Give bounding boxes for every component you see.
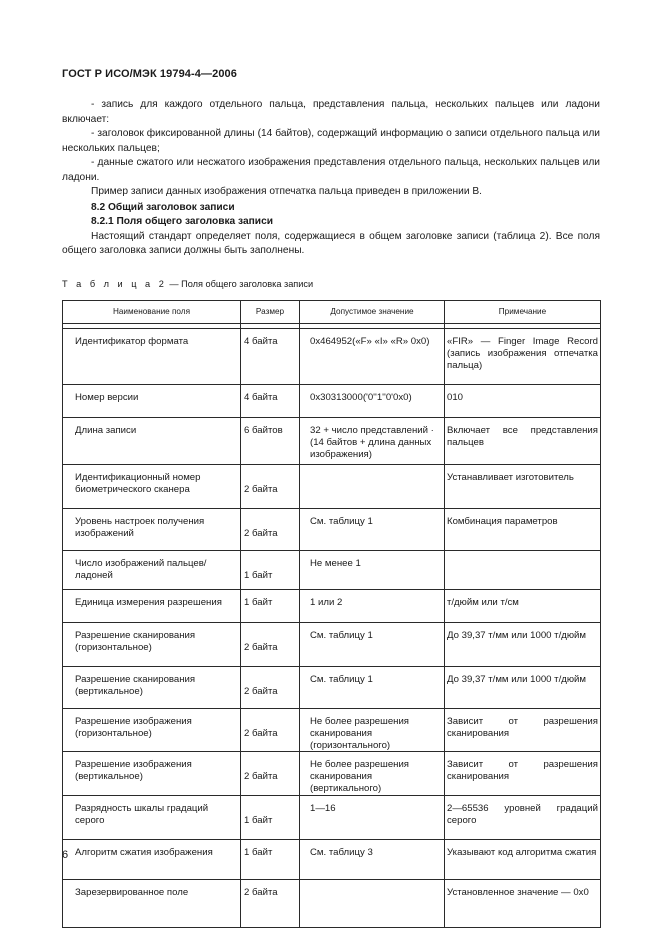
field-note-cell bbox=[445, 509, 601, 551]
table-row bbox=[63, 709, 601, 752]
field-size-cell-text: 1 байт bbox=[244, 814, 273, 826]
field-value-cell bbox=[300, 623, 445, 667]
field-note-cell bbox=[445, 418, 601, 465]
fields-table bbox=[62, 300, 601, 928]
field-note-cell-text: До 39,37 т/мм или 1000 т/дюйм bbox=[447, 674, 586, 685]
paragraph: Пример записи данных изображения отпечатка пальца приведен в приложении B. bbox=[91, 186, 482, 197]
field-size-cell-text: 1 байт bbox=[244, 597, 273, 608]
column-header-value: Допустимое значение bbox=[300, 301, 445, 324]
field-name-cell-text: Разрядность шкалы градаций серого bbox=[75, 802, 209, 826]
field-size-cell-text: 2 байта bbox=[244, 642, 278, 653]
field-name-cell-text: Уровень настроек получения изображений bbox=[75, 516, 205, 539]
field-note-cell-text: Комбинация параметров bbox=[447, 516, 558, 527]
table-row bbox=[63, 795, 601, 839]
field-size-cell bbox=[241, 879, 300, 927]
field-value-cell bbox=[300, 590, 445, 623]
table-row bbox=[63, 509, 601, 551]
paragraph: - данные сжатого или несжатого изображения представления отдельного пальца, нескольких пальцев или ладони. bbox=[62, 157, 600, 183]
field-size-cell bbox=[241, 509, 300, 551]
field-value-cell-text: 1 или 2 bbox=[310, 597, 343, 608]
paragraph: Настоящий стандарт определяет поля, содержащиеся в общем заголовке записи (таблица 2). Все поля общего заголовка записи должны быть заполнены. bbox=[62, 230, 600, 256]
field-name-cell bbox=[63, 795, 241, 839]
field-note-cell bbox=[445, 709, 601, 752]
field-size-cell-text: 2 байта bbox=[244, 728, 278, 739]
field-value-cell bbox=[300, 795, 445, 839]
field-name-cell-text: Число изображений пальцев/ладоней bbox=[75, 558, 207, 581]
field-name-cell bbox=[63, 879, 241, 927]
field-note-cell bbox=[445, 385, 601, 418]
table-row bbox=[63, 465, 601, 509]
field-value-cell-text: 0x464952(«F» «I» «R» 0x0) bbox=[310, 336, 430, 347]
field-size-cell bbox=[241, 385, 300, 418]
table-row bbox=[63, 752, 601, 795]
field-name-cell bbox=[63, 551, 241, 590]
field-note-cell bbox=[445, 590, 601, 623]
field-value-cell-text: Не более разрешения сканирования (горизонтального) bbox=[310, 716, 410, 751]
column-header-size: Размер bbox=[241, 301, 300, 324]
field-note-cell bbox=[445, 667, 601, 709]
body-text bbox=[62, 98, 600, 259]
field-name-cell bbox=[63, 839, 241, 879]
field-note-cell-text: 2—65536 уровней градаций серого bbox=[447, 802, 598, 826]
subsection-heading: 8.2.1 Поля общего заголовка записи bbox=[91, 216, 273, 227]
field-size-cell-text: 1 байт bbox=[244, 846, 273, 858]
table-row bbox=[63, 623, 601, 667]
field-note-cell bbox=[445, 329, 601, 385]
table-row bbox=[63, 839, 601, 879]
table-caption-label: Т а б л и ц а 2 bbox=[62, 279, 167, 289]
field-value-cell bbox=[300, 551, 445, 590]
field-value-cell-text: 32 + число представлений · (14 байтов + длина данных изображения) bbox=[310, 425, 434, 460]
field-note-cell-text: До 39,37 т/мм или 1000 т/дюйм bbox=[447, 630, 586, 641]
field-note-cell bbox=[445, 623, 601, 667]
field-name-cell-text: Разрешение изображения (вертикальное) bbox=[75, 759, 192, 783]
field-size-cell-text: 6 байтов bbox=[244, 425, 283, 436]
field-size-cell-text: 2 байта bbox=[244, 771, 278, 783]
field-name-cell-text: Длина записи bbox=[75, 425, 137, 436]
field-value-cell bbox=[300, 752, 445, 795]
field-size-cell bbox=[241, 667, 300, 709]
field-note-cell-text: Указывают код алгоритма сжатия bbox=[447, 846, 597, 858]
field-name-cell-text: Номер версии bbox=[75, 392, 139, 403]
field-name-cell bbox=[63, 465, 241, 509]
table-row bbox=[63, 329, 601, 385]
field-size-cell-text: 4 байта bbox=[244, 392, 278, 403]
page-number: 6 bbox=[62, 849, 69, 861]
table-row bbox=[63, 879, 601, 927]
field-value-cell-text: См. таблицу 3 bbox=[310, 846, 373, 858]
field-value-cell-text: См. таблицу 1 bbox=[310, 674, 373, 685]
field-name-cell bbox=[63, 590, 241, 623]
field-value-cell-text: См. таблицу 1 bbox=[310, 630, 373, 641]
field-name-cell bbox=[63, 667, 241, 709]
field-size-cell bbox=[241, 329, 300, 385]
field-size-cell bbox=[241, 465, 300, 509]
field-note-cell bbox=[445, 839, 601, 879]
paragraph: - заголовок фиксированной длины (14 байтов), содержащий информацию о записи отдельного пальца или нескольких пальцев; bbox=[62, 128, 600, 154]
field-value-cell-text: Не менее 1 bbox=[310, 558, 361, 569]
column-header-name: Наименование поля bbox=[63, 301, 241, 324]
field-name-cell bbox=[63, 752, 241, 795]
field-value-cell-text: См. таблицу 1 bbox=[310, 516, 373, 527]
field-name-cell bbox=[63, 709, 241, 752]
field-size-cell-text: 1 байт bbox=[244, 570, 273, 581]
field-note-cell-text: Зависит от разрешения сканирования bbox=[447, 759, 598, 783]
field-name-cell-text: Зарезервированное поле bbox=[75, 886, 189, 898]
field-size-cell-text: 2 байта bbox=[244, 886, 278, 898]
field-value-cell bbox=[300, 879, 445, 927]
field-value-cell-text: 1—16 bbox=[310, 802, 336, 814]
field-note-cell-text: 010 bbox=[447, 392, 464, 403]
field-note-cell-text: Включает все представления пальцев bbox=[447, 425, 598, 448]
field-note-cell bbox=[445, 795, 601, 839]
field-value-cell bbox=[300, 509, 445, 551]
field-value-cell bbox=[300, 465, 445, 509]
column-header-note: Примечание bbox=[445, 301, 601, 324]
field-value-cell bbox=[300, 329, 445, 385]
field-value-cell bbox=[300, 418, 445, 465]
table-row bbox=[63, 385, 601, 418]
field-note-cell-text: Зависит от разрешения сканирования bbox=[447, 716, 598, 739]
field-size-cell bbox=[241, 418, 300, 465]
field-note-cell bbox=[445, 465, 601, 509]
field-name-cell-text: Алгоритм сжатия изображения bbox=[75, 846, 213, 858]
field-size-cell-text: 2 байта bbox=[244, 686, 278, 697]
field-size-cell-text: 2 байта bbox=[244, 484, 278, 495]
field-name-cell-text: Идентификационный номер биометрического сканера bbox=[75, 472, 201, 495]
table-header-row bbox=[63, 301, 601, 324]
field-name-cell bbox=[63, 385, 241, 418]
field-name-cell bbox=[63, 418, 241, 465]
document-header: ГОСТ Р ИСО/МЭК 19794-4—2006 bbox=[62, 68, 237, 80]
field-size-cell bbox=[241, 709, 300, 752]
field-name-cell-text: Разрешение сканирования (вертикальное) bbox=[75, 674, 196, 697]
field-size-cell bbox=[241, 623, 300, 667]
field-value-cell bbox=[300, 709, 445, 752]
table-row bbox=[63, 418, 601, 465]
field-size-cell-text: 2 байта bbox=[244, 528, 278, 539]
field-value-cell bbox=[300, 839, 445, 879]
field-note-cell-text: «FIR» — Finger Image Record (запись изображения отпечатка пальца) bbox=[447, 336, 598, 371]
field-size-cell bbox=[241, 752, 300, 795]
field-value-cell bbox=[300, 385, 445, 418]
field-size-cell bbox=[241, 795, 300, 839]
field-name-cell bbox=[63, 623, 241, 667]
field-note-cell-text: т/дюйм или т/см bbox=[447, 597, 519, 608]
field-size-cell bbox=[241, 590, 300, 623]
field-note-cell-text: Установленное значение — 0x0 bbox=[447, 886, 589, 898]
field-note-cell bbox=[445, 752, 601, 795]
table-caption bbox=[62, 279, 313, 289]
field-name-cell bbox=[63, 329, 241, 385]
table-row bbox=[63, 590, 601, 623]
field-size-cell bbox=[241, 551, 300, 590]
field-size-cell bbox=[241, 839, 300, 879]
field-value-cell-text: Не более разрешения сканирования (вертикального) bbox=[310, 759, 410, 794]
field-note-cell-text: Устанавливает изготовитель bbox=[447, 472, 574, 483]
field-size-cell-text: 4 байта bbox=[244, 336, 278, 347]
field-name-cell-text: Разрешение изображения (горизонтальное) bbox=[75, 716, 192, 739]
field-value-cell bbox=[300, 667, 445, 709]
table-row bbox=[63, 551, 601, 590]
field-name-cell-text: Разрешение сканирования (горизонтальное) bbox=[75, 630, 196, 653]
section-heading: 8.2 Общий заголовок записи bbox=[91, 201, 235, 213]
field-note-cell bbox=[445, 551, 601, 590]
table-row bbox=[63, 667, 601, 709]
field-note-cell bbox=[445, 879, 601, 927]
field-name-cell-text: Идентификатор формата bbox=[75, 336, 189, 347]
table-caption-text: — Поля общего заголовка записи bbox=[166, 279, 314, 289]
field-name-cell bbox=[63, 509, 241, 551]
field-name-cell-text: Единица измерения разрешения bbox=[75, 597, 222, 608]
field-value-cell-text: 0x30313000('0''1''0'0x0) bbox=[310, 392, 412, 403]
paragraph: - запись для каждого отдельного пальца, представления пальца, нескольких пальцев или ладони включает: bbox=[62, 99, 600, 125]
